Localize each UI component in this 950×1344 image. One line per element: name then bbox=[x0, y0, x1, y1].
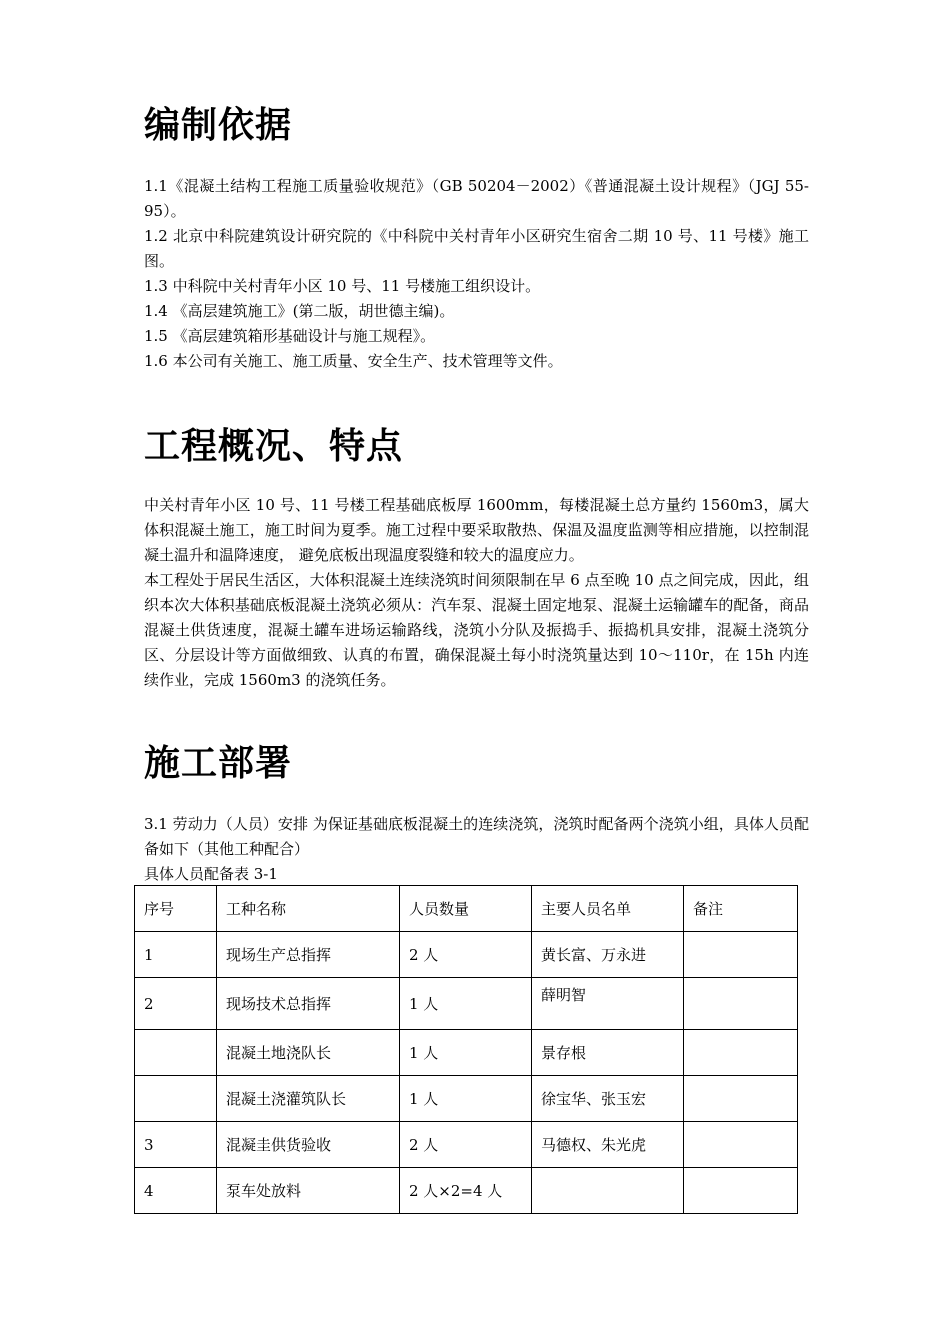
table-cell: 混凝土地浇队长 bbox=[217, 1030, 400, 1076]
table-cell: 2 人 bbox=[400, 1122, 532, 1168]
table-cell: 1 bbox=[135, 932, 217, 978]
header-cell: 主要人员名单 bbox=[532, 886, 684, 932]
section-body-overview bbox=[144, 493, 809, 693]
basis-item-1-3: 1.3 中科院中关村青年小区 10 号、11 号楼施工组织设计。 bbox=[144, 277, 541, 295]
table-cell bbox=[135, 1030, 217, 1076]
table-cell: 1 人 bbox=[400, 1030, 532, 1076]
table-cell: 现场生产总指挥 bbox=[217, 932, 400, 978]
section-heading-deployment: 施工部署 bbox=[144, 743, 293, 784]
table-cell bbox=[684, 1076, 798, 1122]
section-body-basis bbox=[144, 174, 809, 374]
table-row bbox=[135, 1122, 798, 1168]
table-row bbox=[135, 1030, 798, 1076]
table-cell bbox=[135, 1076, 217, 1122]
section-heading-overview: 工程概况、特点 bbox=[144, 426, 404, 467]
table-row bbox=[135, 1168, 798, 1214]
table-row bbox=[135, 1076, 798, 1122]
table-row bbox=[135, 978, 798, 1030]
table-cell: 薛明智 bbox=[532, 978, 684, 1030]
basis-item-1-5: 1.5 《高层建筑箱形基础设计与施工规程》。 bbox=[144, 327, 436, 345]
table-row bbox=[135, 932, 798, 978]
overview-paragraph-2: 本工程处于居民生活区，大体积混凝土连续浇筑时间须限制在早 6 点至晚 10 点之间完成，因此，组织本次大体积基础底板混凝土浇筑必须从：汽车泵、混凝土固定地泵、混凝土运输罐车的配备，商品混凝土供货速度，混凝土罐车进场运输路线，浇筑小分队及振捣手、振捣机具安排，混凝土浇筑分区、分层设计等方面做细致、认真的布置，确保混凝土每小时浇筑量达到 10～110r，在 15h 内连续作业，完成 1560m3 的浇筑任务。 bbox=[144, 571, 809, 689]
header-cell: 备注 bbox=[684, 886, 798, 932]
staff-allocation-table bbox=[134, 885, 798, 1214]
table-cell: 现场技术总指挥 bbox=[217, 978, 400, 1030]
table-cell: 2 人 bbox=[400, 932, 532, 978]
table-caption: 具体人员配备表 3-1 bbox=[144, 865, 278, 883]
header-cell: 工种名称 bbox=[217, 886, 400, 932]
section-body-deployment bbox=[144, 812, 809, 887]
table-cell: 徐宝华、张玉宏 bbox=[532, 1076, 684, 1122]
table-cell bbox=[684, 1122, 798, 1168]
table-cell bbox=[684, 932, 798, 978]
section-heading-basis: 编制依据 bbox=[144, 105, 293, 146]
table-cell: 混凝圭供货验收 bbox=[217, 1122, 400, 1168]
header-cell: 人员数量 bbox=[400, 886, 532, 932]
header-cell: 序号 bbox=[135, 886, 217, 932]
table-cell bbox=[684, 1030, 798, 1076]
table-cell bbox=[684, 1168, 798, 1214]
table-cell: 泵车处放料 bbox=[217, 1168, 400, 1214]
table-cell: 1 人 bbox=[400, 1076, 532, 1122]
table-cell bbox=[532, 1168, 684, 1214]
basis-item-1-4: 1.4 《高层建筑施工》(第二版，胡世德主编)。 bbox=[144, 302, 455, 320]
table-cell bbox=[684, 978, 798, 1030]
table-cell: 4 bbox=[135, 1168, 217, 1214]
table-cell: 黄长富、万永进 bbox=[532, 932, 684, 978]
table-cell: 景存根 bbox=[532, 1030, 684, 1076]
basis-item-1-1: 1.1《混凝土结构工程施工质量验收规范》（GB 50204－2002）《普通混凝土设计规程》（JGJ 55-95）。 bbox=[144, 177, 809, 220]
table-cell: 2 bbox=[135, 978, 217, 1030]
table-cell: 3 bbox=[135, 1122, 217, 1168]
table-cell: 2 人×2=4 人 bbox=[400, 1168, 532, 1214]
deployment-paragraph-labor: 3.1 劳动力（人员）安排 为保证基础底板混凝土的连续浇筑，浇筑时配备两个浇筑小组，具体人员配备如下（其他工种配合） bbox=[144, 815, 809, 858]
table-cell: 混凝土浇灌筑队长 bbox=[217, 1076, 400, 1122]
overview-paragraph-1: 中关村青年小区 10 号、11 号楼工程基础底板厚 1600mm，每楼混凝土总方量约 1560m3，属大体积混凝土施工，施工时间为夏季。施工过程中要采取散热、保温及温度监测等相应措施，以控制混凝土温升和温降速度， 避免底板出现温度裂缝和较大的温度应力。 bbox=[144, 496, 809, 564]
table-header-row bbox=[135, 886, 798, 932]
table-cell: 马德权、朱光虎 bbox=[532, 1122, 684, 1168]
basis-item-1-2: 1.2 北京中科院建筑设计研究院的《中科院中关村青年小区研究生宿舍二期 10 号、11 号楼》施工图。 bbox=[144, 227, 809, 270]
basis-item-1-6: 1.6 本公司有关施工、施工质量、安全生产、技术管理等文件。 bbox=[144, 352, 563, 370]
table-cell: 1 人 bbox=[400, 978, 532, 1030]
